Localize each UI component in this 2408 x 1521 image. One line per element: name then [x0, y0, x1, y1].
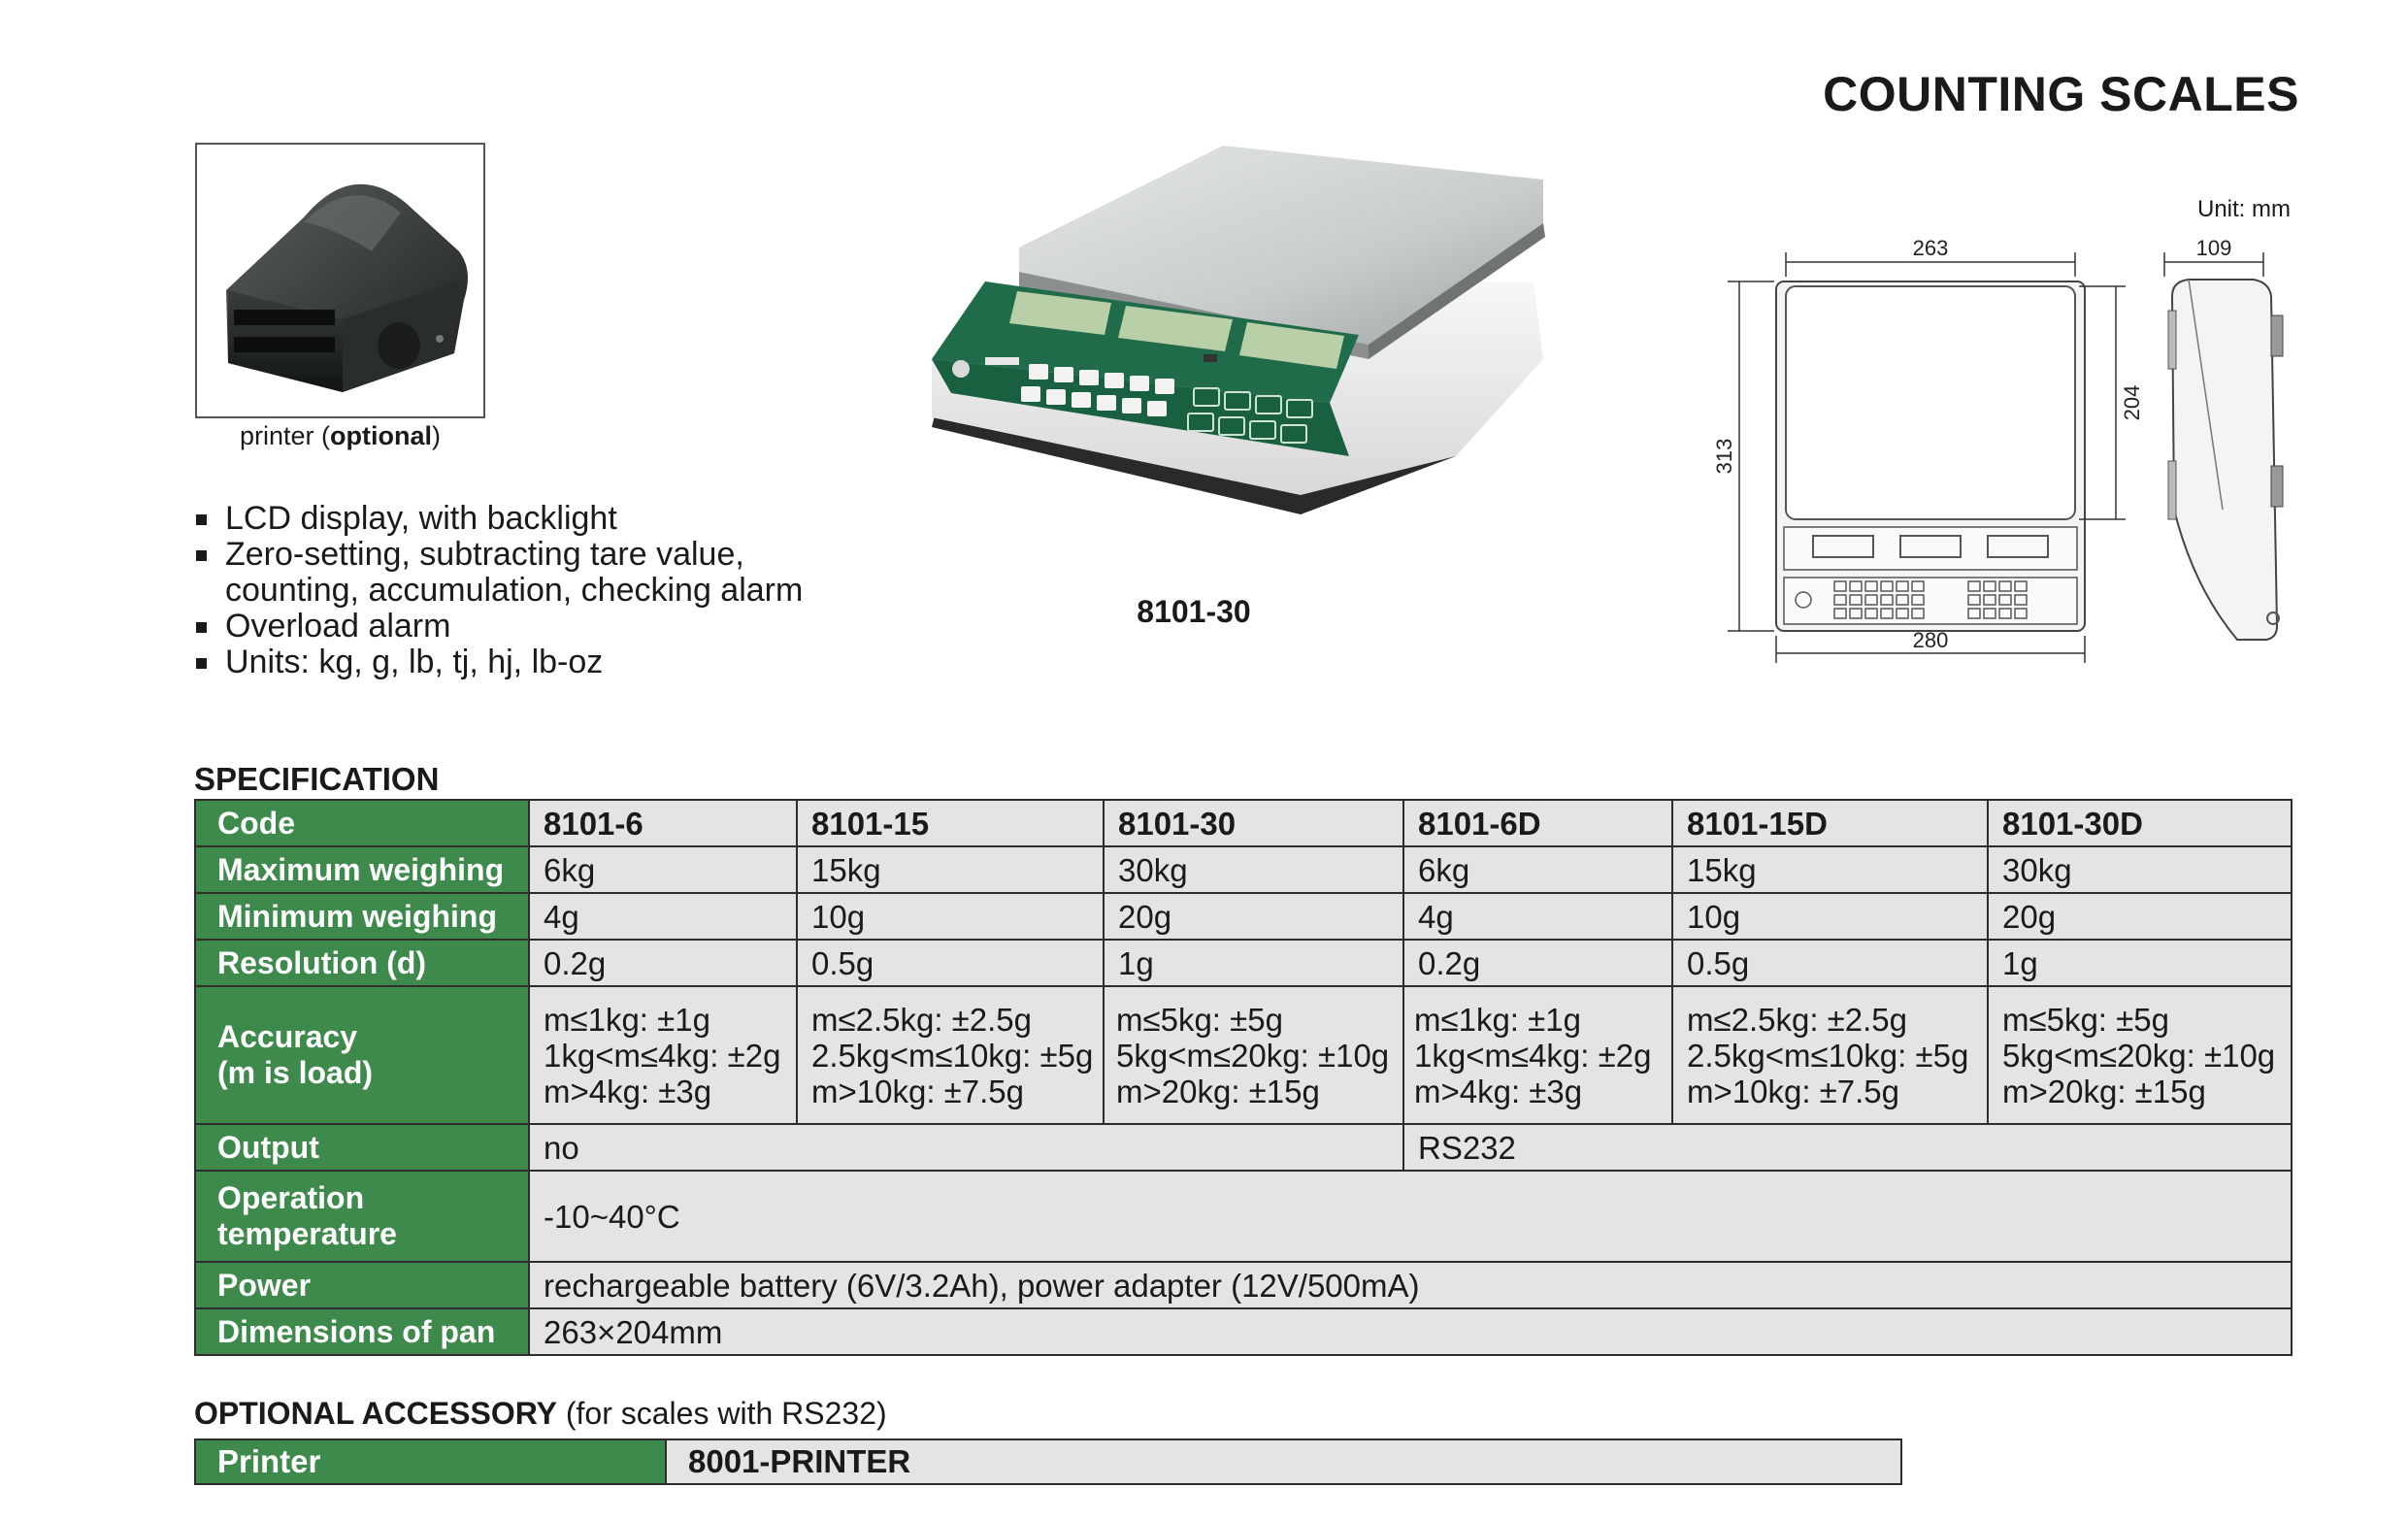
table-row-power	[195, 1262, 2292, 1308]
scale-side-outline	[2172, 280, 2277, 640]
table-cell: 8101-15	[797, 800, 1104, 846]
table-cell: 0.2g	[1403, 940, 1672, 986]
unit-label: Unit: mm	[2197, 196, 2291, 222]
table-cell: 6kg	[529, 846, 797, 893]
table-cell: 1g	[1988, 940, 2292, 986]
table-cell: 8101-6	[529, 800, 797, 846]
row-label: Dimensions of pan	[195, 1308, 529, 1355]
accessory-table	[194, 1438, 1902, 1485]
row-label: Minimum weighing	[195, 893, 529, 940]
table-cell-accuracy: m≤2.5kg: ±2.5g 2.5kg<m≤10kg: ±5g m>10kg: ±7.5g	[797, 986, 1104, 1124]
table-cell-pan-dimensions: 263×204mm	[529, 1308, 2292, 1355]
dim-depth: 109	[2195, 236, 2232, 260]
table-cell-accuracy: m≤5kg: ±5g 5kg<m≤20kg: ±10g m>20kg: ±15g	[1988, 986, 2292, 1124]
dim-height-total: 313	[1712, 438, 1736, 475]
table-row-printer	[195, 1439, 1901, 1484]
table-row-code	[195, 800, 2292, 846]
table-cell-accuracy: m≤1kg: ±1g 1kg<m≤4kg: ±2g m>4kg: ±3g	[1403, 986, 1672, 1124]
counting-scale-illustration	[912, 136, 1553, 544]
table-cell: 0.5g	[1672, 940, 1988, 986]
row-label: Accuracy (m is load)	[195, 986, 529, 1124]
table-row-resolution	[195, 940, 2292, 986]
printer-photo	[195, 143, 485, 418]
dim-width-top: 263	[1912, 236, 1949, 260]
table-cell: 10g	[797, 893, 1104, 940]
specification-heading: SPECIFICATION	[194, 761, 440, 797]
table-cell: 8101-15D	[1672, 800, 1988, 846]
row-label: Maximum weighing	[195, 846, 529, 893]
table-cell-accuracy: m≤2.5kg: ±2.5g 2.5kg<m≤10kg: ±5g m>10kg: ±7.5g	[1672, 986, 1988, 1124]
table-row-max-weighing	[195, 846, 2292, 893]
row-label: Code	[195, 800, 529, 846]
page-title: COUNTING SCALES	[1823, 67, 2299, 121]
table-cell-power: rechargeable battery (6V/3.2Ah), power adapter (12V/500mA)	[529, 1262, 2292, 1308]
product-caption: 8101-30	[1137, 594, 1251, 629]
row-label: Power	[195, 1262, 529, 1308]
table-cell: 6kg	[1403, 846, 1672, 893]
accessory-heading: OPTIONAL ACCESSORY (for scales with RS232)	[194, 1396, 887, 1431]
printer-caption: printer (optional)	[239, 421, 441, 450]
feature-item: Overload alarm	[194, 609, 803, 645]
table-row-temperature	[195, 1171, 2292, 1262]
table-row-output	[195, 1124, 2292, 1171]
dim-width-bottom: 280	[1912, 628, 1949, 652]
table-row-pan-dimensions	[195, 1308, 2292, 1355]
specification-table	[194, 799, 2293, 1356]
dimension-drawing	[1699, 218, 2300, 675]
table-cell-accuracy: m≤1kg: ±1g 1kg<m≤4kg: ±2g m>4kg: ±3g	[529, 986, 797, 1124]
printer-illustration	[197, 145, 483, 416]
table-cell-output-no: no	[529, 1124, 1403, 1171]
table-cell-printer-code: 8001-PRINTER	[666, 1439, 1901, 1484]
table-cell-temperature: -10~40°C	[529, 1171, 2292, 1262]
table-cell: 15kg	[1672, 846, 1988, 893]
feature-item-continued: counting, accumulation, checking alarm	[225, 572, 804, 609]
table-cell: 8101-30D	[1988, 800, 2292, 846]
feature-item: LCD display, with backlight	[194, 501, 803, 537]
table-cell-output-rs232: RS232	[1403, 1124, 2292, 1171]
table-cell: 20g	[1988, 893, 2292, 940]
row-label: Printer	[195, 1439, 666, 1484]
pan-outline	[1786, 286, 2075, 519]
feature-item: Units: kg, g, lb, tj, hj, lb-oz	[194, 645, 803, 680]
table-cell: 30kg	[1104, 846, 1403, 893]
table-cell: 8101-30	[1104, 800, 1403, 846]
table-cell-accuracy: m≤5kg: ±5g 5kg<m≤20kg: ±10g m>20kg: ±15g	[1104, 986, 1403, 1124]
counting-scale-photo	[912, 136, 1553, 544]
table-cell: 1g	[1104, 940, 1403, 986]
table-cell: 20g	[1104, 893, 1403, 940]
table-cell: 0.5g	[797, 940, 1104, 986]
table-row-min-weighing	[195, 893, 2292, 940]
table-cell: 15kg	[797, 846, 1104, 893]
dimension-drawing-svg	[1699, 218, 2300, 675]
row-label: Resolution (d)	[195, 940, 529, 986]
table-cell: 0.2g	[529, 940, 797, 986]
row-label: Operation temperature	[195, 1171, 529, 1262]
feature-item: Zero-setting, subtracting tare value,	[194, 537, 803, 573]
dim-height-pan: 204	[2120, 384, 2144, 421]
table-cell: 4g	[1403, 893, 1672, 940]
table-cell: 10g	[1672, 893, 1988, 940]
table-row-accuracy	[195, 986, 2292, 1124]
row-label: Output	[195, 1124, 529, 1171]
table-cell: 8101-6D	[1403, 800, 1672, 846]
feature-list	[194, 501, 803, 680]
table-cell: 4g	[529, 893, 797, 940]
table-cell: 30kg	[1988, 846, 2292, 893]
printer-caption-optional: optional	[330, 421, 432, 450]
